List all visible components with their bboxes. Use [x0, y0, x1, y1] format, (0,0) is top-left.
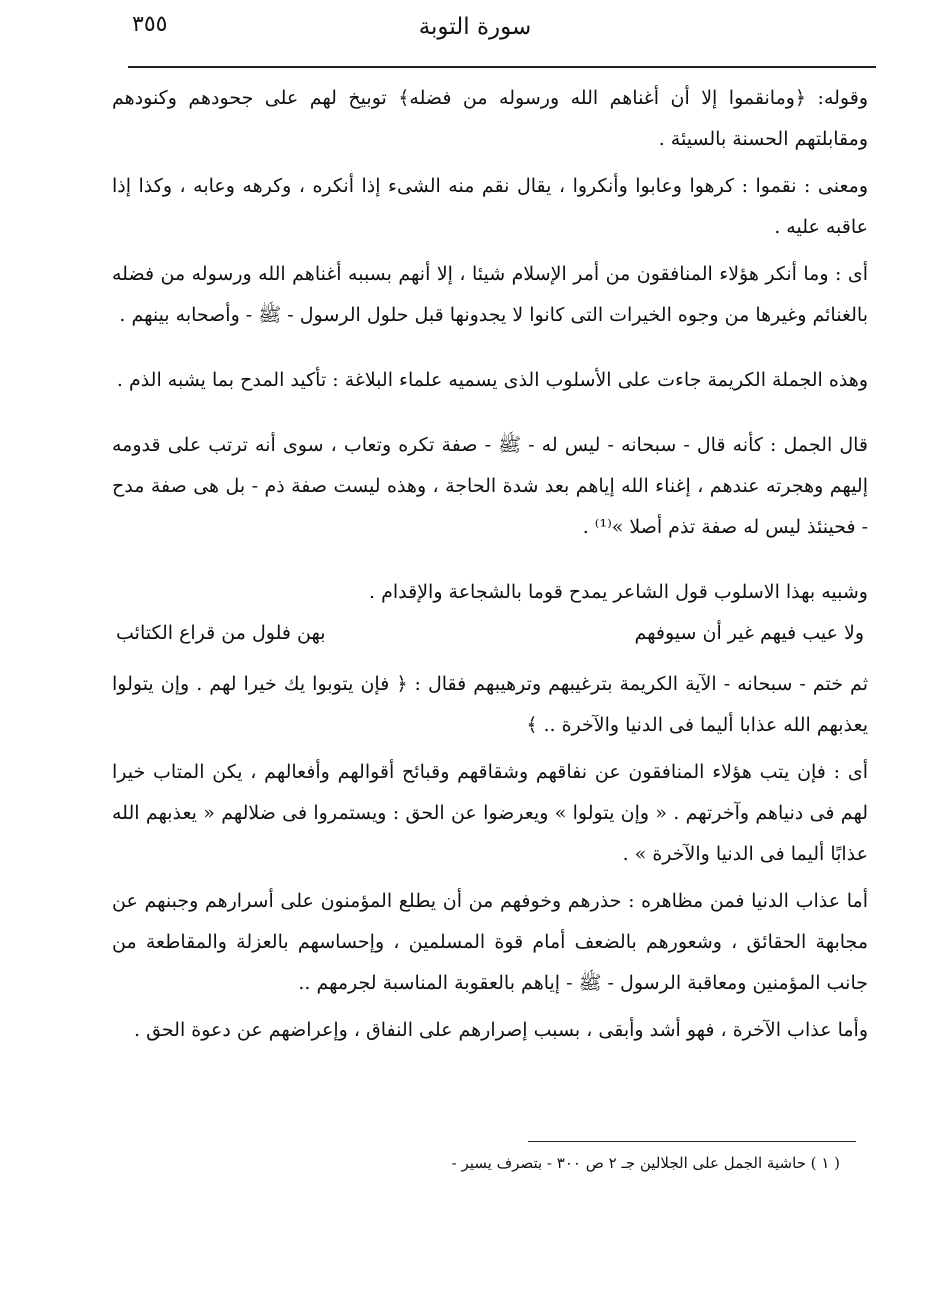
footnote-rule — [528, 1141, 856, 1142]
paragraph: أما عذاب الدنيا فمن مظاهره : حذرهم وخوفهم من أن يطلع المؤمنون على أسرارهم وجبنهم عن مجابهة الحقائق ، وشعورهم بالضعف أمام قوة المسلمين ، وإحساسهم بالعزلة والمقاطعة من جانب المؤمنين ومعاقبة الرسول - ﷺ - إياهم بالعقوبة المناسبة لجرمهم .. — [112, 890, 868, 994]
paragraph: وأما عذاب الآخرة ، فهو أشد وأبقى ، بسبب إصرارهم على النفاق ، وإعراضهم عن دعوة الحق . — [133, 1019, 868, 1041]
verse-second-hemistich: بهن فلول من قراع الكتائب — [116, 622, 326, 644]
paragraph: وهذه الجملة الكريمة جاءت على الأسلوب الذى يسميه علماء البلاغة : تأكيد المدح بما يشبه الذم . — [116, 369, 868, 391]
body-text — [112, 78, 868, 1057]
paragraph: ثم ختم - سبحانه - الآية الكريمة بترغيبهم وترهيبهم فقال : ﴿ فإن يتوبوا يك خيرا لهم . وإن يتولوا يعذبهم الله عذابا أليما فى الدنيا والآخرة .. ﴾ — [112, 673, 868, 736]
paragraph: ومعنى : نقموا : كرهوا وعابوا وأنكروا ، يقال نقم منه الشىء إذا أنكره ، وكرهه وعابه ، وكذا إذا عاقبه عليه . — [112, 175, 868, 238]
paragraph: وقوله: ﴿ومانقموا إلا أن أغناهم الله ورسوله من فضله﴾ توبيخ لهم على جحودهم وكنودهم ومقابلتهم الحسنة بالسيئة . — [112, 87, 868, 150]
poetry-verse — [112, 613, 868, 654]
paragraph: أى : وما أنكر هؤلاء المنافقون من أمر الإسلام شيئا ، إلا أنهم بسببه أغناهم الله ورسوله من فضله بالغنائم وغيرها من وجوه الخيرات التى كانوا لا يجدونها قبل حلول الرسول - ﷺ - وأصحابه بينهم . — [112, 263, 868, 326]
page-number: ٣٥٥ — [132, 12, 168, 37]
footnote: ( ١ ) حاشية الجمل على الجلالين جـ ٢ ص ٣٠٠ - بتصرف يسير - — [451, 1154, 840, 1172]
running-title: سورة التوبة — [418, 14, 532, 40]
paragraph: أى : فإن يتب هؤلاء المنافقون عن نفاقهم وشقاقهم وقبائح أقوالهم وأفعالهم ، يكن المتاب خيرا لهم فى دنياهم وآخرتهم . « وإن يتولوا » ويعرضوا عن الحق : ويستمروا فى ضلالهم « يعذبهم الله عذابًا أليما فى الدنيا والآخرة » . — [112, 761, 868, 865]
paragraph: قال الجمل : كأنه قال - سبحانه - ليس له - ﷺ - صفة تكره وتعاب ، سوى أنه ترتب على قدومه إليهم وهجرته عندهم ، إغناء الله إياهم بعد شدة الحاجة ، وهذه ليست صفة ذم - بل هى صفة مدح - فحينئذ ليس له صفة تذم أصلا »⁽¹⁾ . — [112, 434, 868, 538]
header-rule — [128, 66, 876, 68]
verse-first-hemistich: ولا عيب فيهم غير أن سيوفهم — [634, 622, 864, 644]
paragraph: وشبيه بهذا الاسلوب قول الشاعر يمدح قوما بالشجاعة والإقدام . — [369, 581, 868, 603]
